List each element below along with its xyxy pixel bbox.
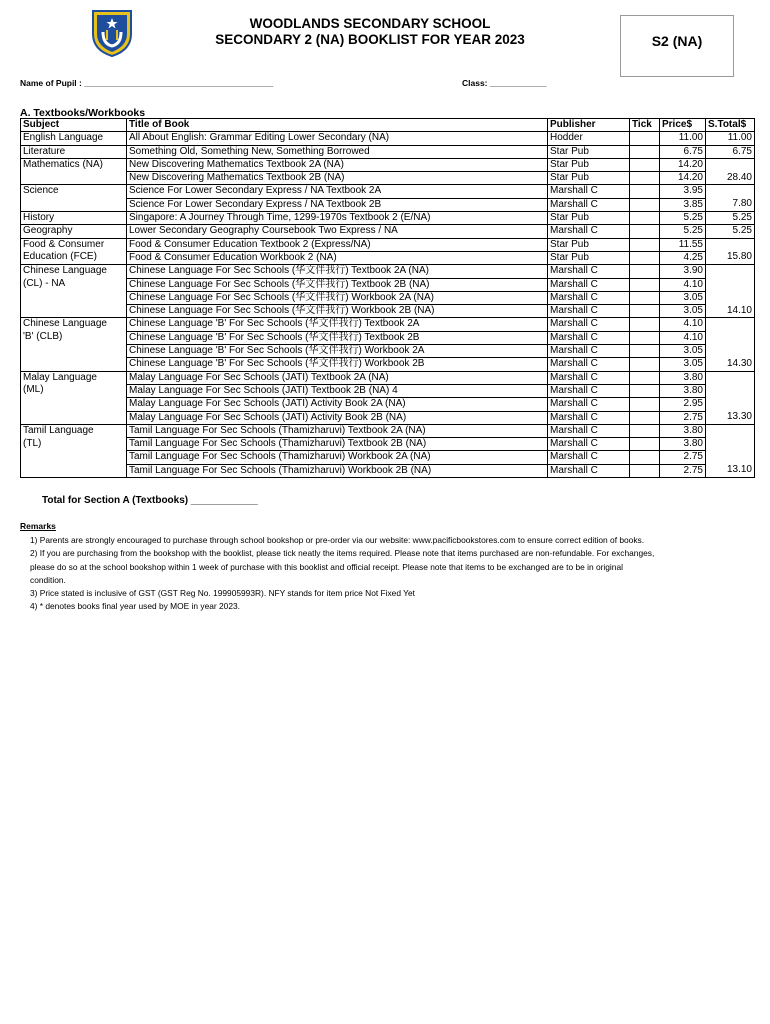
remark-item: 1) Parents are strongly encouraged to purchase through school bookshop or pre-order via our website: www.pacificbookstores.com to ensure correct edition of books. bbox=[30, 535, 645, 545]
subtotal-cell bbox=[706, 238, 755, 251]
subtotal-cell: 5.25 bbox=[706, 212, 755, 225]
price-cell: 5.25 bbox=[660, 225, 706, 238]
subtotal-cell: 13.30 bbox=[706, 411, 755, 424]
subject-cell bbox=[21, 172, 127, 185]
price-cell: 3.05 bbox=[660, 345, 706, 358]
tick-cell[interactable] bbox=[630, 198, 660, 211]
table-row bbox=[21, 398, 755, 411]
class-field[interactable]: Class: ____________ bbox=[462, 78, 547, 88]
subtotal-cell bbox=[706, 424, 755, 437]
subtotal-cell: 14.30 bbox=[706, 358, 755, 371]
subject-cell: 'B' (CLB) bbox=[21, 331, 127, 344]
table-row bbox=[21, 172, 755, 185]
title-cell: New Discovering Mathematics Textbook 2A (NA) bbox=[127, 158, 548, 171]
publisher-cell: Marshall C bbox=[548, 464, 630, 477]
column-header-subject: Subject bbox=[21, 119, 127, 132]
remarks-title: Remarks bbox=[20, 521, 56, 531]
table-row bbox=[21, 371, 755, 384]
price-cell: 11.00 bbox=[660, 132, 706, 145]
price-cell: 3.85 bbox=[660, 198, 706, 211]
tick-cell[interactable] bbox=[630, 398, 660, 411]
publisher-cell: Marshall C bbox=[548, 278, 630, 291]
table-row bbox=[21, 212, 755, 225]
publisher-cell: Marshall C bbox=[548, 185, 630, 198]
publisher-cell: Marshall C bbox=[548, 358, 630, 371]
table-row bbox=[21, 291, 755, 304]
remark-item: 2) If you are purchasing from the bookshop with the booklist, please tick neatly the items required. Please note that items purchased are non-refundable. For exchanges, bbox=[30, 548, 655, 559]
tick-cell[interactable] bbox=[630, 291, 660, 304]
subject-cell: Tamil Language bbox=[21, 424, 127, 437]
price-cell: 3.90 bbox=[660, 265, 706, 278]
publisher-cell: Star Pub bbox=[548, 172, 630, 185]
school-crest-logo bbox=[90, 8, 134, 58]
remarks-list bbox=[30, 534, 730, 614]
table-row bbox=[21, 185, 755, 198]
tick-cell[interactable] bbox=[630, 451, 660, 464]
tick-cell[interactable] bbox=[630, 225, 660, 238]
tick-cell[interactable] bbox=[630, 158, 660, 171]
subtotal-cell bbox=[706, 318, 755, 331]
column-header-publisher: Publisher bbox=[548, 119, 630, 132]
publisher-cell: Star Pub bbox=[548, 251, 630, 264]
title-cell: Chinese Language For Sec Schools (华文伴我行) Workbook 2B (NA) bbox=[127, 305, 548, 318]
remark-item: 3) Price stated is inclusive of GST (GST Reg No. 199905993R). NFY stands for item price Not Fixed Yet bbox=[30, 588, 415, 599]
publisher-cell: Hodder bbox=[548, 132, 630, 145]
price-cell: 3.95 bbox=[660, 185, 706, 198]
class-code: S2 (NA) bbox=[651, 33, 703, 49]
tick-cell[interactable] bbox=[630, 331, 660, 344]
title-cell: Tamil Language For Sec Schools (Thamizharuvi) Workbook 2B (NA) bbox=[127, 464, 548, 477]
title-cell: Chinese Language 'B' For Sec Schools (华文伴我行) Workbook 2B bbox=[127, 358, 548, 371]
tick-cell[interactable] bbox=[630, 358, 660, 371]
publisher-cell: Star Pub bbox=[548, 212, 630, 225]
table-row bbox=[21, 198, 755, 211]
subtotal-cell bbox=[706, 371, 755, 384]
subject-cell: Chinese Language bbox=[21, 265, 127, 278]
title-cell: Something Old, Something New, Something Borrowed bbox=[127, 145, 548, 158]
subtotal-cell: 6.75 bbox=[706, 145, 755, 158]
title-cell: Chinese Language 'B' For Sec Schools (华文伴我行) Workbook 2A bbox=[127, 345, 548, 358]
school-name: WOODLANDS SECONDARY SCHOOL bbox=[249, 16, 491, 31]
title-cell: Malay Language For Sec Schools (JATI) Textbook 2A (NA) bbox=[127, 371, 548, 384]
title-cell: Science For Lower Secondary Express / NA Textbook 2A bbox=[127, 185, 548, 198]
subject-cell bbox=[21, 358, 127, 371]
tick-cell[interactable] bbox=[630, 278, 660, 291]
pupil-name-field[interactable]: Name of Pupil : ________________________________________ bbox=[20, 78, 274, 88]
title-cell: New Discovering Mathematics Textbook 2B (NA) bbox=[127, 172, 548, 185]
subtotal-cell bbox=[706, 438, 755, 451]
tick-cell[interactable] bbox=[630, 464, 660, 477]
textbooks-table bbox=[20, 118, 755, 478]
publisher-cell: Marshall C bbox=[548, 265, 630, 278]
class-code-box bbox=[620, 15, 734, 77]
subject-cell: (CL) - NA bbox=[21, 278, 127, 291]
subtotal-cell bbox=[706, 398, 755, 411]
subtotal-cell: 13.10 bbox=[706, 464, 755, 477]
column-header-price: Price$ bbox=[660, 119, 706, 132]
column-header-tick: Tick bbox=[630, 119, 660, 132]
subject-cell: Malay Language bbox=[21, 371, 127, 384]
subtotal-cell bbox=[706, 265, 755, 278]
subject-cell bbox=[21, 451, 127, 464]
table-row bbox=[21, 384, 755, 397]
tick-cell[interactable] bbox=[630, 238, 660, 251]
subject-cell bbox=[21, 464, 127, 477]
publisher-cell: Marshall C bbox=[548, 451, 630, 464]
subtotal-cell bbox=[706, 278, 755, 291]
title-cell: Malay Language For Sec Schools (JATI) Activity Book 2A (NA) bbox=[127, 398, 548, 411]
price-cell: 3.80 bbox=[660, 438, 706, 451]
table-row bbox=[21, 225, 755, 238]
subtotal-cell bbox=[706, 158, 755, 171]
remark-item: condition. bbox=[30, 574, 66, 585]
price-cell: 6.75 bbox=[660, 145, 706, 158]
subject-cell: Education (FCE) bbox=[21, 251, 127, 264]
subject-cell bbox=[21, 398, 127, 411]
tick-cell[interactable] bbox=[630, 265, 660, 278]
remark-item: please do so at the school bookshop within 1 week of purchase with this booklist and official receipt. Please note that items to be exchanged are to be in original bbox=[30, 561, 623, 572]
publisher-cell: Marshall C bbox=[548, 398, 630, 411]
table-row bbox=[21, 451, 755, 464]
tick-cell[interactable] bbox=[630, 251, 660, 264]
subject-cell bbox=[21, 345, 127, 358]
table-row bbox=[21, 331, 755, 344]
subject-cell bbox=[21, 305, 127, 318]
subject-cell: History bbox=[21, 212, 127, 225]
subtotal-cell bbox=[706, 331, 755, 344]
price-cell: 3.80 bbox=[660, 424, 706, 437]
table-row bbox=[21, 158, 755, 171]
title-cell: Food & Consumer Education Textbook 2 (Express/NA) bbox=[127, 238, 548, 251]
document-title bbox=[160, 16, 580, 48]
price-cell: 3.05 bbox=[660, 291, 706, 304]
table-row bbox=[21, 358, 755, 371]
title-cell: Science For Lower Secondary Express / NA Textbook 2B bbox=[127, 198, 548, 211]
price-cell: 2.75 bbox=[660, 411, 706, 424]
subtotal-cell: 15.80 bbox=[706, 251, 755, 264]
title-cell: Lower Secondary Geography Coursebook Two Express / NA bbox=[127, 225, 548, 238]
subtotal-cell bbox=[706, 291, 755, 304]
subject-cell: Mathematics (NA) bbox=[21, 158, 127, 171]
publisher-cell: Marshall C bbox=[548, 384, 630, 397]
subject-cell: Chinese Language bbox=[21, 318, 127, 331]
subject-cell: Science bbox=[21, 185, 127, 198]
table-row bbox=[21, 438, 755, 451]
publisher-cell: Marshall C bbox=[548, 305, 630, 318]
table-row bbox=[21, 318, 755, 331]
title-cell: Malay Language For Sec Schools (JATI) Textbook 2B (NA) 4 bbox=[127, 384, 548, 397]
publisher-cell: Marshall C bbox=[548, 438, 630, 451]
price-cell: 2.75 bbox=[660, 464, 706, 477]
publisher-cell: Star Pub bbox=[548, 158, 630, 171]
publisher-cell: Marshall C bbox=[548, 291, 630, 304]
table-row bbox=[21, 424, 755, 437]
subject-cell bbox=[21, 198, 127, 211]
subtotal-cell bbox=[706, 345, 755, 358]
title-cell: Food & Consumer Education Workbook 2 (NA) bbox=[127, 251, 548, 264]
title-cell: Tamil Language For Sec Schools (Thamizharuvi) Textbook 2B (NA) bbox=[127, 438, 548, 451]
price-cell: 14.20 bbox=[660, 158, 706, 171]
title-cell: Malay Language For Sec Schools (JATI) Activity Book 2B (NA) bbox=[127, 411, 548, 424]
subject-cell: (TL) bbox=[21, 438, 127, 451]
subtotal-cell: 14.10 bbox=[706, 305, 755, 318]
tick-cell[interactable] bbox=[630, 212, 660, 225]
table-row bbox=[21, 305, 755, 318]
subject-cell: Food & Consumer bbox=[21, 238, 127, 251]
subtotal-cell: 11.00 bbox=[706, 132, 755, 145]
table-row bbox=[21, 265, 755, 278]
subtotal-cell bbox=[706, 185, 755, 198]
tick-cell[interactable] bbox=[630, 424, 660, 437]
tick-cell[interactable] bbox=[630, 371, 660, 384]
publisher-cell: Marshall C bbox=[548, 371, 630, 384]
price-cell: 4.10 bbox=[660, 318, 706, 331]
subtotal-cell: 7.80 bbox=[706, 198, 755, 211]
title-cell: Singapore: A Journey Through Time, 1299-1970s Textbook 2 (E/NA) bbox=[127, 212, 548, 225]
section-a-title: A. Textbooks/Workbooks bbox=[20, 107, 146, 119]
title-cell: Chinese Language For Sec Schools (华文伴我行) Workbook 2A (NA) bbox=[127, 291, 548, 304]
table-row bbox=[21, 345, 755, 358]
booklist-title: SECONDARY 2 (NA) BOOKLIST FOR YEAR 2023 bbox=[215, 32, 525, 47]
subject-cell: Literature bbox=[21, 145, 127, 158]
publisher-cell: Marshall C bbox=[548, 331, 630, 344]
tick-cell[interactable] bbox=[630, 411, 660, 424]
price-cell: 4.10 bbox=[660, 278, 706, 291]
table-row bbox=[21, 464, 755, 477]
subtotal-cell: 28.40 bbox=[706, 172, 755, 185]
price-cell: 3.05 bbox=[660, 358, 706, 371]
title-cell: Tamil Language For Sec Schools (Thamizharuvi) Workbook 2A (NA) bbox=[127, 451, 548, 464]
tick-cell[interactable] bbox=[630, 145, 660, 158]
title-cell: Chinese Language For Sec Schools (华文伴我行) Textbook 2A (NA) bbox=[127, 265, 548, 278]
publisher-cell: Marshall C bbox=[548, 345, 630, 358]
tick-cell[interactable] bbox=[630, 438, 660, 451]
price-cell: 5.25 bbox=[660, 212, 706, 225]
title-cell: Chinese Language For Sec Schools (华文伴我行) Textbook 2B (NA) bbox=[127, 278, 548, 291]
subtotal-cell: 5.25 bbox=[706, 225, 755, 238]
tick-cell[interactable] bbox=[630, 318, 660, 331]
table-row bbox=[21, 238, 755, 251]
subject-cell bbox=[21, 411, 127, 424]
publisher-cell: Marshall C bbox=[548, 318, 630, 331]
publisher-cell: Marshall C bbox=[548, 198, 630, 211]
subtotal-cell bbox=[706, 451, 755, 464]
column-header-subtotal: S.Total$ bbox=[706, 119, 755, 132]
table-row bbox=[21, 132, 755, 145]
subject-cell: (ML) bbox=[21, 384, 127, 397]
publisher-cell: Star Pub bbox=[548, 238, 630, 251]
subtotal-cell bbox=[706, 384, 755, 397]
publisher-cell: Marshall C bbox=[548, 424, 630, 437]
table-row bbox=[21, 411, 755, 424]
tick-cell[interactable] bbox=[630, 172, 660, 185]
price-cell: 3.80 bbox=[660, 371, 706, 384]
tick-cell[interactable] bbox=[630, 305, 660, 318]
title-cell: Chinese Language 'B' For Sec Schools (华文伴我行) Textbook 2A bbox=[127, 318, 548, 331]
price-cell: 4.25 bbox=[660, 251, 706, 264]
price-cell: 2.75 bbox=[660, 451, 706, 464]
subject-cell: English Language bbox=[21, 132, 127, 145]
price-cell: 3.05 bbox=[660, 305, 706, 318]
price-cell: 14.20 bbox=[660, 172, 706, 185]
title-cell: All About English: Grammar Editing Lower Secondary (NA) bbox=[127, 132, 548, 145]
tick-cell[interactable] bbox=[630, 345, 660, 358]
table-row bbox=[21, 278, 755, 291]
section-a-total: Total for Section A (Textbooks) ____________ bbox=[42, 495, 258, 506]
price-cell: 11.55 bbox=[660, 238, 706, 251]
title-cell: Chinese Language 'B' For Sec Schools (华文伴我行) Textbook 2B bbox=[127, 331, 548, 344]
table-header-row bbox=[21, 119, 755, 132]
table-row bbox=[21, 145, 755, 158]
tick-cell[interactable] bbox=[630, 132, 660, 145]
subject-cell: Geography bbox=[21, 225, 127, 238]
publisher-cell: Marshall C bbox=[548, 411, 630, 424]
price-cell: 2.95 bbox=[660, 398, 706, 411]
subject-cell bbox=[21, 291, 127, 304]
title-cell: Tamil Language For Sec Schools (Thamizharuvi) Textbook 2A (NA) bbox=[127, 424, 548, 437]
price-cell: 4.10 bbox=[660, 331, 706, 344]
table-row bbox=[21, 251, 755, 264]
column-header-title: Title of Book bbox=[127, 119, 548, 132]
price-cell: 3.80 bbox=[660, 384, 706, 397]
publisher-cell: Marshall C bbox=[548, 225, 630, 238]
remark-item: 4) * denotes books final year used by MOE in year 2023. bbox=[30, 601, 240, 612]
tick-cell[interactable] bbox=[630, 384, 660, 397]
tick-cell[interactable] bbox=[630, 185, 660, 198]
publisher-cell: Star Pub bbox=[548, 145, 630, 158]
